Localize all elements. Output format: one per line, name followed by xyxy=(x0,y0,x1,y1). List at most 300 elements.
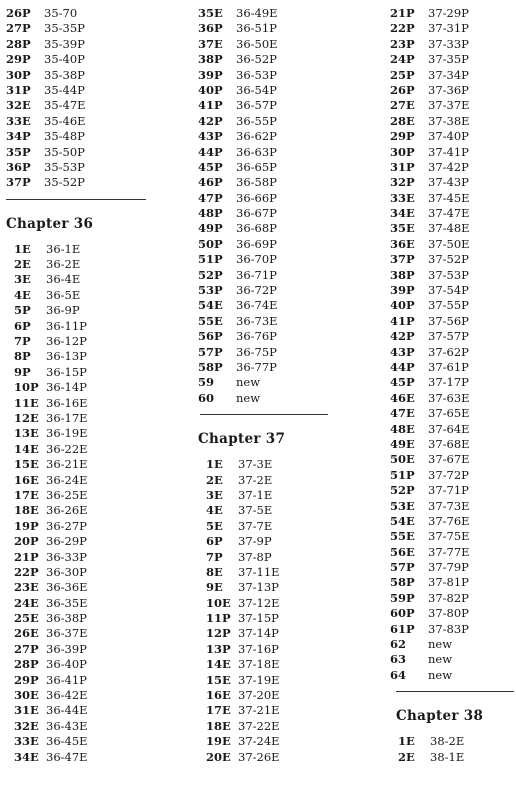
problem-number: 63 xyxy=(390,652,407,667)
problem-number: 46P xyxy=(198,175,223,190)
problem-number: 23E xyxy=(14,580,39,595)
problem-number: 1E xyxy=(398,734,415,749)
problem-number: 32P xyxy=(390,175,415,190)
table-row xyxy=(198,114,348,129)
table-row xyxy=(198,580,348,595)
problem-number: 14E xyxy=(206,657,231,672)
section-divider xyxy=(396,691,514,692)
problem-number: 53E xyxy=(390,498,415,513)
table-row xyxy=(6,673,146,688)
table-row xyxy=(198,360,348,375)
mapped-problem: 36-75P xyxy=(236,344,277,359)
table-row xyxy=(390,606,516,621)
problem-number: 5E xyxy=(206,518,223,533)
problem-number: 31E xyxy=(14,703,39,718)
table-row xyxy=(390,37,516,52)
table-row xyxy=(390,329,516,344)
mapped-problem: 37-16P xyxy=(238,641,279,656)
problem-number: 64 xyxy=(390,667,407,682)
mapped-problem: 38-1E xyxy=(430,749,465,764)
mapped-problem: 35-40P xyxy=(44,52,85,67)
table-row xyxy=(198,98,348,113)
problem-number: 34E xyxy=(390,206,415,221)
table-row xyxy=(390,545,516,560)
table-row xyxy=(6,565,146,580)
table-row xyxy=(198,345,348,360)
mapped-problem: 36-9P xyxy=(46,303,80,318)
mapped-problem: 36-24E xyxy=(46,472,88,487)
table-row xyxy=(390,21,516,36)
mapped-problem: 36-73E xyxy=(236,313,278,328)
problem-number: 35P xyxy=(6,144,31,159)
mapped-problem: 37-38E xyxy=(428,113,470,128)
problem-number: 16E xyxy=(14,472,39,487)
column-3 xyxy=(390,6,516,765)
problem-number: 1E xyxy=(206,457,223,472)
problem-number: 7P xyxy=(14,334,31,349)
mapped-problem: 37-56P xyxy=(428,313,469,328)
problem-number: 21P xyxy=(390,6,415,20)
table-row xyxy=(390,734,516,749)
mapped-problem: 36-47E xyxy=(46,749,88,764)
table-row xyxy=(390,529,516,544)
mapped-problem: 36-40P xyxy=(46,657,87,672)
table-row xyxy=(198,611,348,626)
table-row xyxy=(198,750,348,765)
problem-number: 19P xyxy=(14,518,39,533)
mapped-problem: 36-45E xyxy=(46,734,88,749)
table-row xyxy=(390,622,516,637)
problem-number: 26P xyxy=(6,6,31,20)
mapped-problem: 37-17P xyxy=(428,375,469,390)
problem-number: 54E xyxy=(390,513,415,528)
problem-number: 13P xyxy=(206,641,231,656)
problem-number: 47E xyxy=(390,406,415,421)
problem-number: 13E xyxy=(14,426,39,441)
table-row xyxy=(6,534,146,549)
problem-number: 25P xyxy=(390,67,415,82)
problem-number: 29P xyxy=(390,129,415,144)
section-divider xyxy=(200,414,328,415)
mapped-problem: 36-11P xyxy=(46,318,87,333)
mapped-problem: 37-20E xyxy=(238,688,280,703)
table-row xyxy=(6,98,146,113)
mapped-problem: 37-7E xyxy=(238,518,273,533)
table-row xyxy=(6,6,146,21)
mapped-problem: 36-70P xyxy=(236,252,277,267)
mapped-problem: 37-68E xyxy=(428,436,470,451)
mapped-problem: 37-54P xyxy=(428,283,469,298)
problem-number: 59 xyxy=(198,375,215,390)
mapped-problem: 37-67E xyxy=(428,452,470,467)
table-row xyxy=(198,626,348,641)
table-row xyxy=(198,329,348,344)
mapped-problem: 37-13P xyxy=(238,580,279,595)
mapped-problem: 36-4E xyxy=(46,272,81,287)
mapped-problem: 37-62P xyxy=(428,344,469,359)
chapter-35-list xyxy=(6,6,146,191)
mapped-problem: new xyxy=(428,637,453,652)
problem-number: 4E xyxy=(206,503,223,518)
problem-number: 40P xyxy=(198,82,223,97)
table-row xyxy=(390,637,516,652)
table-row xyxy=(6,114,146,129)
mapped-problem: 37-21E xyxy=(238,703,280,718)
mapped-problem: 36-62P xyxy=(236,129,277,144)
problem-number: 31P xyxy=(390,159,415,174)
table-row xyxy=(6,365,146,380)
problem-number: 45P xyxy=(390,375,415,390)
table-row xyxy=(198,6,348,21)
problem-number: 51P xyxy=(198,252,223,267)
mapped-problem: new xyxy=(428,667,453,682)
problem-number: 1E xyxy=(14,241,31,256)
mapped-problem: 37-82P xyxy=(428,590,469,605)
mapped-problem: 35-48P xyxy=(44,129,85,144)
table-row xyxy=(6,473,146,488)
table-row xyxy=(6,611,146,626)
problem-number: 50E xyxy=(390,452,415,467)
table-row xyxy=(6,257,146,272)
problem-number: 57P xyxy=(198,344,223,359)
problem-number: 2E xyxy=(206,472,223,487)
problem-number: 49E xyxy=(390,436,415,451)
problem-number: 22P xyxy=(14,564,39,579)
table-row xyxy=(390,668,516,683)
mapped-problem: 37-79P xyxy=(428,560,469,575)
mapped-problem: 37-75E xyxy=(428,529,470,544)
problem-number: 23P xyxy=(390,36,415,51)
mapped-problem: 36-26E xyxy=(46,503,88,518)
mapped-problem: 36-65P xyxy=(236,159,277,174)
problem-number: 27P xyxy=(14,641,39,656)
problem-number: 49P xyxy=(198,221,223,236)
problem-number: 24E xyxy=(14,595,39,610)
mapped-problem: 37-41P xyxy=(428,144,469,159)
mapped-problem: 36-77P xyxy=(236,359,277,374)
mapped-problem: 37-81P xyxy=(428,575,469,590)
problem-number: 15E xyxy=(206,672,231,687)
mapped-problem: 36-68P xyxy=(236,221,277,236)
problem-number: 34E xyxy=(14,749,39,764)
problem-number: 36P xyxy=(198,21,223,36)
mapped-problem: 35-70 xyxy=(44,6,78,20)
table-row xyxy=(198,237,348,252)
table-row xyxy=(390,83,516,98)
problem-number: 55E xyxy=(198,313,223,328)
table-row xyxy=(198,673,348,688)
table-row xyxy=(6,596,146,611)
table-row xyxy=(6,288,146,303)
table-row xyxy=(198,129,348,144)
problem-number: 58P xyxy=(390,575,415,590)
problem-number: 38P xyxy=(198,52,223,67)
table-row xyxy=(198,283,348,298)
table-row xyxy=(198,83,348,98)
table-row xyxy=(390,314,516,329)
table-row xyxy=(390,98,516,113)
mapped-problem: 36-15P xyxy=(46,364,87,379)
mapped-problem: 36-33P xyxy=(46,549,87,564)
table-row xyxy=(6,580,146,595)
table-row xyxy=(6,734,146,749)
mapped-problem: 36-44E xyxy=(46,703,88,718)
table-row xyxy=(198,519,348,534)
problem-number: 37E xyxy=(198,36,223,51)
mapped-problem: 36-74E xyxy=(236,298,278,313)
problem-number: 10P xyxy=(14,380,39,395)
problem-number: 16E xyxy=(206,688,231,703)
problem-number: 43P xyxy=(390,344,415,359)
mapped-problem: 37-50E xyxy=(428,236,470,251)
problem-number: 41P xyxy=(198,98,223,113)
problem-number: 30P xyxy=(390,144,415,159)
mapped-problem: 37-37E xyxy=(428,98,470,113)
mapped-problem: 37-19E xyxy=(238,672,280,687)
mapped-problem: 37-35P xyxy=(428,52,469,67)
problem-number: 20P xyxy=(14,534,39,549)
mapped-problem: 36-76P xyxy=(236,329,277,344)
mapped-problem: 36-5E xyxy=(46,287,81,302)
table-row xyxy=(198,37,348,52)
problem-number: 30P xyxy=(6,67,31,82)
mapped-problem: 37-5E xyxy=(238,503,273,518)
problem-number: 22P xyxy=(390,21,415,36)
mapped-problem: 37-76E xyxy=(428,513,470,528)
mapped-problem: 37-63E xyxy=(428,390,470,405)
problem-number: 46E xyxy=(390,390,415,405)
table-row xyxy=(6,303,146,318)
problem-number: 18E xyxy=(14,503,39,518)
mapped-problem: 37-8P xyxy=(238,549,272,564)
mapped-problem: 36-51P xyxy=(236,21,277,36)
mapped-problem: 36-49E xyxy=(236,6,278,20)
table-row xyxy=(198,21,348,36)
mapped-problem: 36-14P xyxy=(46,380,87,395)
chapter-36-list-continued xyxy=(198,6,348,406)
table-row xyxy=(6,457,146,472)
table-row xyxy=(390,750,516,765)
mapped-problem: 36-72P xyxy=(236,283,277,298)
mapped-problem: 37-73E xyxy=(428,498,470,513)
problem-number: 50P xyxy=(198,236,223,251)
problem-number: 26E xyxy=(14,626,39,641)
problem-number: 3E xyxy=(206,487,223,502)
problem-number: 19E xyxy=(206,734,231,749)
problem-number: 48P xyxy=(198,206,223,221)
problem-number: 14E xyxy=(14,441,39,456)
table-row xyxy=(390,391,516,406)
table-row xyxy=(6,319,146,334)
problem-number: 44P xyxy=(198,144,223,159)
mapped-problem: 36-42E xyxy=(46,688,88,703)
mapped-problem: 36-27P xyxy=(46,518,87,533)
problem-number: 39P xyxy=(198,67,223,82)
mapped-problem: 36-35E xyxy=(46,595,88,610)
mapped-problem: 36-69P xyxy=(236,236,277,251)
mapped-problem: 36-71P xyxy=(236,267,277,282)
table-row xyxy=(390,298,516,313)
table-row xyxy=(198,68,348,83)
mapped-problem: 37-24E xyxy=(238,734,280,749)
mapped-problem: new xyxy=(236,375,261,390)
table-row xyxy=(390,452,516,467)
problem-number: 26P xyxy=(390,82,415,97)
table-row xyxy=(198,719,348,734)
table-row xyxy=(6,380,146,395)
mapped-problem: 37-77E xyxy=(428,544,470,559)
problem-number: 43P xyxy=(198,129,223,144)
table-row xyxy=(390,52,516,67)
table-row xyxy=(6,688,146,703)
table-row xyxy=(198,734,348,749)
table-row xyxy=(198,52,348,67)
table-row xyxy=(390,406,516,421)
mapped-problem: 36-12P xyxy=(46,334,87,349)
problem-number: 2E xyxy=(398,749,415,764)
table-row xyxy=(390,345,516,360)
table-row xyxy=(6,129,146,144)
problem-number: 11P xyxy=(206,611,231,626)
mapped-problem: 36-37E xyxy=(46,626,88,641)
table-row xyxy=(198,565,348,580)
mapped-problem: 37-36P xyxy=(428,82,469,97)
table-row xyxy=(198,175,348,190)
table-row xyxy=(198,314,348,329)
mapped-problem: 35-38P xyxy=(44,67,85,82)
chapter-heading: Chapter 37 xyxy=(198,431,286,448)
problem-number: 27P xyxy=(6,21,31,36)
problem-number: 30E xyxy=(14,688,39,703)
problem-number: 11E xyxy=(14,395,39,410)
mapped-problem: 37-45E xyxy=(428,190,470,205)
mapped-problem: 37-40P xyxy=(428,129,469,144)
table-row xyxy=(390,560,516,575)
problem-number: 9P xyxy=(14,364,31,379)
mapped-problem: 37-14P xyxy=(238,626,279,641)
mapped-problem: 35-44P xyxy=(44,82,85,97)
mapped-problem: 36-55P xyxy=(236,113,277,128)
problem-number: 21P xyxy=(14,549,39,564)
problem-number: 3E xyxy=(14,272,31,287)
problem-number: 29P xyxy=(14,672,39,687)
mapped-problem: 37-61P xyxy=(428,359,469,374)
table-row xyxy=(6,426,146,441)
problem-number: 60 xyxy=(198,390,215,405)
problem-number: 40P xyxy=(390,298,415,313)
mapped-problem: 36-21E xyxy=(46,457,88,472)
problem-number: 36P xyxy=(6,159,31,174)
table-row xyxy=(390,283,516,298)
column-2 xyxy=(198,6,348,765)
mapped-problem: 36-66P xyxy=(236,190,277,205)
problem-number: 7P xyxy=(206,549,223,564)
problem-number: 61P xyxy=(390,621,415,636)
mapped-problem: 37-48E xyxy=(428,221,470,236)
mapped-problem: new xyxy=(428,652,453,667)
mapped-problem: 37-52P xyxy=(428,252,469,267)
table-row xyxy=(390,252,516,267)
table-row xyxy=(198,534,348,549)
problem-number: 42P xyxy=(390,329,415,344)
problem-number: 32E xyxy=(6,98,31,113)
mapped-problem: 36-41P xyxy=(46,672,87,687)
table-row xyxy=(6,703,146,718)
mapped-problem: 37-53P xyxy=(428,267,469,282)
mapped-problem: 35-46E xyxy=(44,113,86,128)
problem-number: 52P xyxy=(198,267,223,282)
table-row xyxy=(198,221,348,236)
problem-number: 38P xyxy=(390,267,415,282)
problem-number: 42P xyxy=(198,113,223,128)
table-row xyxy=(390,268,516,283)
mapped-problem: 36-58P xyxy=(236,175,277,190)
mapped-problem: 36-53P xyxy=(236,67,277,82)
mapped-problem: 36-13P xyxy=(46,349,87,364)
table-row xyxy=(390,160,516,175)
table-row xyxy=(390,422,516,437)
table-row xyxy=(6,83,146,98)
table-row xyxy=(6,411,146,426)
problem-number: 2E xyxy=(14,257,31,272)
problem-number: 39P xyxy=(390,283,415,298)
table-row xyxy=(390,129,516,144)
problem-number: 55E xyxy=(390,529,415,544)
mapped-problem: 37-22E xyxy=(238,718,280,733)
table-row xyxy=(198,596,348,611)
table-row xyxy=(390,145,516,160)
table-row xyxy=(6,272,146,287)
table-row xyxy=(198,375,348,390)
table-row xyxy=(390,468,516,483)
table-row xyxy=(390,375,516,390)
table-row xyxy=(390,591,516,606)
mapped-problem: 36-22E xyxy=(46,441,88,456)
problem-number: 20E xyxy=(206,749,231,764)
mapped-problem: 37-15P xyxy=(238,611,279,626)
mapped-problem: 37-3E xyxy=(238,457,273,472)
column-1 xyxy=(6,6,146,765)
problem-number: 15E xyxy=(14,457,39,472)
problem-number: 54E xyxy=(198,298,223,313)
table-row xyxy=(198,550,348,565)
table-row xyxy=(390,575,516,590)
mapped-problem: 36-39P xyxy=(46,641,87,656)
mapped-problem: 37-26E xyxy=(238,749,280,764)
problem-number: 6P xyxy=(206,534,223,549)
table-row xyxy=(6,21,146,36)
table-row xyxy=(6,519,146,534)
mapped-problem: 36-38P xyxy=(46,611,87,626)
table-row xyxy=(6,349,146,364)
mapped-problem: 36-54P xyxy=(236,82,277,97)
table-row xyxy=(198,503,348,518)
mapped-problem: 35-35P xyxy=(44,21,85,36)
problem-number: 48E xyxy=(390,421,415,436)
problem-number: 33E xyxy=(14,734,39,749)
problem-number: 8E xyxy=(206,564,223,579)
table-row xyxy=(6,503,146,518)
table-row xyxy=(6,642,146,657)
table-row xyxy=(390,68,516,83)
table-row xyxy=(198,145,348,160)
table-row xyxy=(6,442,146,457)
table-row xyxy=(198,642,348,657)
problem-number: 4E xyxy=(14,287,31,302)
mapped-problem: 37-71P xyxy=(428,483,469,498)
table-row xyxy=(6,68,146,83)
table-row xyxy=(198,457,348,472)
